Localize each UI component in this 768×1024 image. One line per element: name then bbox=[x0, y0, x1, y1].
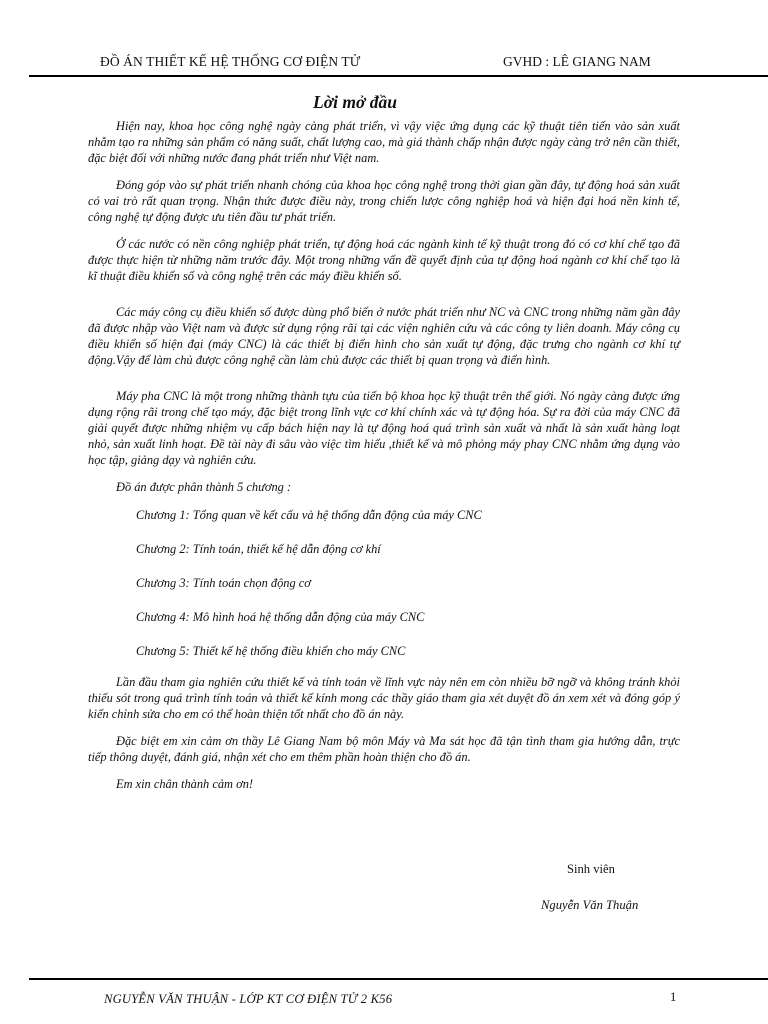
chapter-item: Chương 2: Tính toán, thiết kế hệ dẫn động cơ khí bbox=[136, 542, 381, 556]
chapter-item: Chương 5: Thiết kế hệ thống điều khiển cho máy CNC bbox=[136, 644, 406, 658]
footer-student: NGUYỄN VĂN THUẬN - LỚP KT CƠ ĐIỆN TỬ 2 K56 bbox=[104, 992, 393, 1006]
advisor-label: GVHD : LÊ GIANG NAM bbox=[503, 54, 651, 69]
chapter-list bbox=[88, 507, 680, 660]
chapter-item: Chương 3: Tính toán chọn động cơ bbox=[136, 576, 311, 590]
paragraph-2: Đóng góp vào sự phát triển nhanh chóng của khoa học công nghệ trong thời gian gần đây, tự động hoá sản xuất có vai trò rất quan trọng. Nhận thức được điều này, trong chiến lược công nghiệp hoá và hiện đại hoá nền kinh tế, công nghệ tự động được ưu tiên đầu tư phát triển. bbox=[88, 178, 680, 224]
chapters-intro: Đồ án được phân thành 5 chương : bbox=[116, 480, 292, 494]
signature-name: Nguyễn Văn Thuận bbox=[541, 898, 639, 912]
closing-paragraph-1: Lần đầu tham gia nghiên cứu thiết kế và tính toán về lĩnh vực này nên em còn nhiều bỡ ngỡ và không tránh khỏi thiếu sót trong quá trình tính toán và thiết kế kính mong các thầy giáo tham gia xét duyệt đồ án xem xét và đóng góp ý kiến chỉnh sửa cho em có thể hoàn thiện tốt nhất cho đồ án này. bbox=[88, 675, 680, 721]
page-title: Lời mở đầu bbox=[313, 92, 397, 112]
footer-divider bbox=[29, 978, 768, 980]
chapter-item: Chương 4: Mô hình hoá hệ thống dẫn động của máy CNC bbox=[136, 610, 425, 624]
signature-role: Sinh viên bbox=[567, 862, 615, 876]
paragraph-4: Các máy công cụ điều khiển số được dùng phổ biến ở nước phát triển như NC và CNC trong những năm gần đây đã được nhập vào Việt nam và được sử dụng rộng rãi tại các viện nghiên cứu và các công ty liên doanh. Máy công cụ điều khiển số hiện đại (máy CNC) là các thiết bị điển hình cho sản xuất tự động, đặc trưng cho ngành cơ khí tự động.Vậy để làm chủ được công nghệ cần làm chủ được các thiết bị quan trọng và điển hình. bbox=[88, 305, 680, 367]
header-divider bbox=[29, 75, 768, 77]
page-number: 1 bbox=[670, 990, 677, 1004]
document-body bbox=[88, 118, 680, 803]
thanks-line: Em xin chân thành cảm ơn! bbox=[116, 777, 254, 791]
project-title: ĐỒ ÁN THIẾT KẾ HỆ THỐNG CƠ ĐIỆN TỬ bbox=[100, 54, 361, 69]
chapter-item: Chương 1: Tổng quan về kết cấu và hệ thống dẫn động của máy CNC bbox=[136, 508, 482, 522]
closing-paragraph-2: Đặc biệt em xin cảm ơn thầy Lê Giang Nam bộ môn Máy và Ma sát học đã tận tình tham gia hướng dẫn, trực tiếp thông duyệt, đánh giá, nhận xét cho em thêm phần hoàn thiện cho đồ án. bbox=[88, 734, 680, 764]
paragraph-5: Máy pha CNC là một trong những thành tựu của tiến bộ khoa học kỹ thuật trên thế giới. Nó ngày càng được ứng dụng rộng rãi trong chế tạo máy, đặc biệt trong lĩnh vực cơ khí chính xác và tự động hóa. Sự ra đời của máy CNC đã giải quyết được những nhiệm vụ cấp bách hiện nay là tự động hoá quá trình sản xuất và nhất là sản xuất hàng loạt nhỏ, sản xuất linh hoạt. Đề tài này đi sâu vào việc tìm hiểu ,thiết kế và mô phỏng máy phay CNC nhằm ứng dụng vào học tập, giảng dạy và nghiên cứu. bbox=[88, 389, 680, 467]
paragraph-3: Ở các nước có nền công nghiệp phát triển, tự động hoá các ngành kinh tế kỹ thuật trong đó có cơ khí chế tạo đã được thực hiện từ những năm trước đây. Một trong những vấn đề quyết định của tự động hoá ngành cơ khí chế tạo là kĩ thuật điều khiển số và công nghệ trên các máy điều khiển số. bbox=[88, 237, 680, 283]
paragraph-1: Hiện nay, khoa học công nghệ ngày càng phát triển, vì vậy việc ứng dụng các kỹ thuật tiên tiến vào sản xuất nhằm tạo ra những sản phẩm có năng suất, chất lượng cao, mà giá thành chấp nhận được ngày càng trở nên cần thiết, đặc biệt đối với những nước đang phát triển như Việt nam. bbox=[88, 119, 680, 165]
page-header bbox=[0, 52, 768, 76]
